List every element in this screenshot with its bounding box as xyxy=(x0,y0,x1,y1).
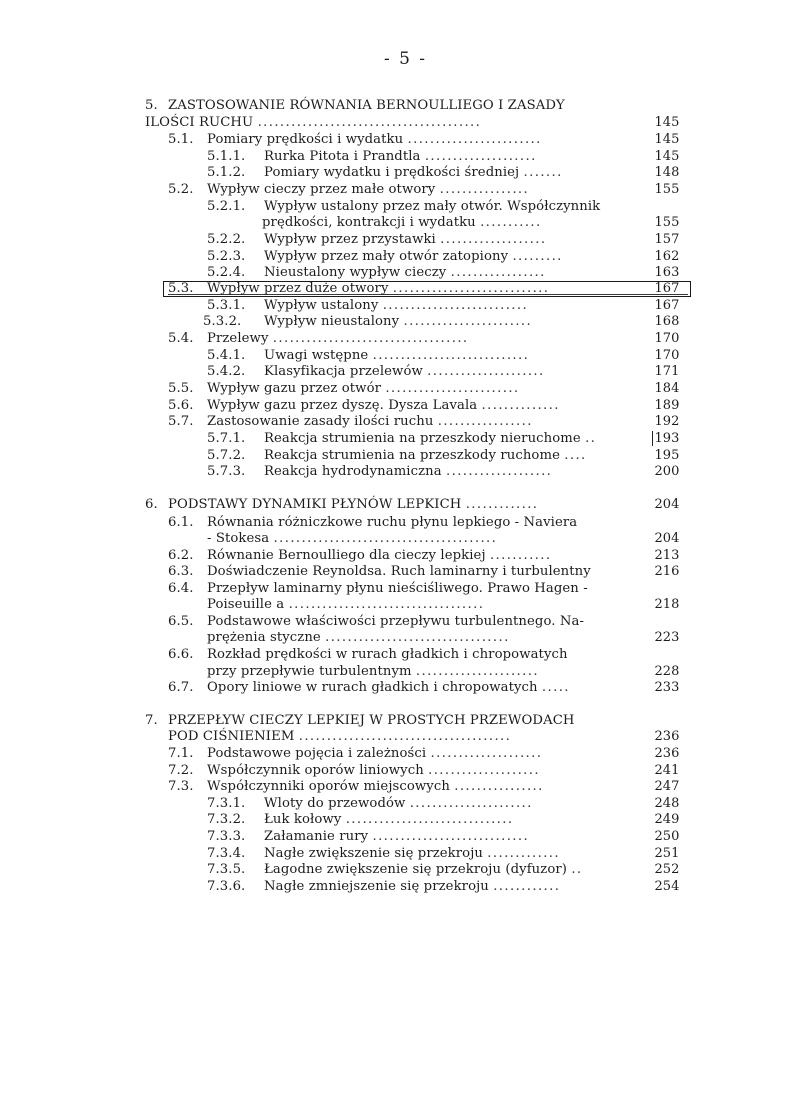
toc-entry xyxy=(0,728,811,745)
toc-entry-page: 170 xyxy=(654,331,680,346)
toc-entry-page: 200 xyxy=(654,464,680,479)
toc-leader-dots: .................... xyxy=(430,746,543,761)
toc-entry-page: 167 xyxy=(654,298,680,313)
toc-entry-page: 193 xyxy=(654,431,680,446)
toc-entry xyxy=(0,745,811,762)
toc-entry-title: Załamanie rury xyxy=(264,829,369,844)
toc-entry-title: Zastosowanie zasady ilości ruchu xyxy=(207,414,434,429)
toc-entry-page: 148 xyxy=(654,165,680,180)
toc-leader-dots: ....................... xyxy=(403,314,533,329)
toc-entry-title: Nieustalony wypływ cieczy xyxy=(264,265,447,280)
toc-entry-number: 7.3.1. xyxy=(207,796,246,811)
toc-entry-page: 170 xyxy=(654,348,680,363)
toc-leader-dots: ........................ xyxy=(385,381,520,396)
toc-leader-dots: ............. xyxy=(465,497,539,512)
toc-entry-title: Pomiary wydatku i prędkości średniej xyxy=(264,165,520,180)
toc-entry-page: 247 xyxy=(654,779,680,794)
toc-entry-title-group xyxy=(264,463,552,480)
toc-entry xyxy=(0,878,811,895)
toc-entry-number: 7.3. xyxy=(168,779,194,794)
toc-entry-title-group xyxy=(207,330,469,347)
toc-entry xyxy=(0,231,811,248)
toc-entry xyxy=(0,198,811,215)
toc-entry-number: 7.3.4. xyxy=(207,846,246,861)
toc-entry-title: ILOŚCI RUCHU xyxy=(145,115,254,130)
toc-entry-title-group xyxy=(207,530,497,547)
toc-entry xyxy=(0,663,811,680)
toc-entry-title: Wypływ przez przystawki xyxy=(264,232,436,247)
toc-entry-number: 5.7.1. xyxy=(207,431,246,446)
toc-leader-dots: ......... xyxy=(512,249,563,264)
toc-entry xyxy=(0,530,811,547)
toc-entry-title-group xyxy=(264,297,528,314)
toc-entry xyxy=(0,712,811,729)
toc-entry-title-group xyxy=(207,514,577,531)
toc-entry-title: Współczynniki oporów miejscowych xyxy=(207,779,450,794)
toc-entry-title: Wypływ ustalony xyxy=(264,298,379,313)
toc-entry xyxy=(0,363,811,380)
toc-entry xyxy=(0,97,811,114)
toc-leader-dots: ............................ xyxy=(392,281,550,296)
toc-entry xyxy=(0,514,811,531)
toc-entry-page: 204 xyxy=(654,497,680,512)
toc-entry-title-group xyxy=(264,845,560,862)
toc-entry-page: 248 xyxy=(654,796,680,811)
toc-entry-page: 252 xyxy=(654,862,680,877)
toc-entry-title-group xyxy=(207,613,584,630)
toc-entry-page: 192 xyxy=(654,414,680,429)
toc-entry-title-group xyxy=(264,363,545,380)
toc-entry-number: 5.2.3. xyxy=(207,249,246,264)
toc-leader-dots: ............. xyxy=(487,846,560,861)
toc-entry-page: 168 xyxy=(654,314,680,329)
toc-entry xyxy=(0,679,811,696)
toc-entry-title: prężenia styczne xyxy=(207,630,321,645)
toc-entry-title: PODSTAWY DYNAMIKI PŁYNÓW LEPKICH xyxy=(168,497,462,512)
toc-entry-number: 6.7. xyxy=(168,680,194,695)
toc-entry-title: Wloty do przewodów xyxy=(264,796,406,811)
toc-leader-dots: ...................... xyxy=(409,796,533,811)
toc-entry-title-group xyxy=(264,231,546,248)
toc-leader-dots: ................................... xyxy=(288,597,485,612)
toc-leader-dots: ................ xyxy=(439,182,530,197)
toc-entry-title: Uwagi wstępne xyxy=(264,348,369,363)
toc-entry-page: 216 xyxy=(654,564,680,579)
toc-entry-number: 5.3.2. xyxy=(203,314,242,329)
toc-entry-title: Nagłe zmniejszenie się przekroju xyxy=(264,879,489,894)
toc-entry-number: 7. xyxy=(145,713,158,728)
toc-entry-title-group xyxy=(264,198,600,215)
toc-entry-title-group xyxy=(207,181,529,198)
toc-entry-page: 241 xyxy=(654,763,680,778)
toc-entry-title-group xyxy=(207,762,540,779)
toc-entry-page: 204 xyxy=(654,531,680,546)
toc-entry-page: 236 xyxy=(654,729,680,744)
toc-entry-title-group xyxy=(207,131,542,148)
toc-entry-page: 250 xyxy=(654,829,680,844)
toc-entry-page: 233 xyxy=(654,680,680,695)
toc-entry-title: Wypływ ustalony przez mały otwór. Współczynnik xyxy=(264,199,601,214)
toc-entry-page: 162 xyxy=(654,249,680,264)
toc-entry-page: 171 xyxy=(654,364,680,379)
toc-entry-title: Współczynnik oporów liniowych xyxy=(207,763,424,778)
toc-entry xyxy=(0,547,811,564)
toc-entry xyxy=(0,264,811,281)
toc-entry-title-group xyxy=(262,214,542,231)
toc-entry-title: Przepływ laminarny płynu nieściśliwego. Prawo Hagen - xyxy=(207,581,588,596)
toc-entry xyxy=(0,380,811,397)
toc-leader-dots: ............ xyxy=(493,879,561,894)
toc-entry xyxy=(0,330,811,347)
toc-entry-number: 5.6. xyxy=(168,398,194,413)
toc-entry-page: 184 xyxy=(654,381,680,396)
toc-entry-number: 7.3.5. xyxy=(207,862,246,877)
toc-entry-page: 218 xyxy=(654,597,680,612)
toc-entry-number: 6.4. xyxy=(168,581,194,596)
toc-entry-title: prędkości, kontrakcji i wydatku xyxy=(262,215,476,230)
toc-entry xyxy=(0,613,811,630)
toc-entry-number: 7.3.6. xyxy=(207,879,246,894)
toc-entry-number: 5.3. xyxy=(168,281,194,296)
toc-entry-title: przy przepływie turbulentnym xyxy=(207,664,412,679)
toc-leader-dots: ........................................ xyxy=(273,531,498,546)
toc-entry-title: Klasyfikacja przelewów xyxy=(264,364,423,379)
toc-entry-title-group xyxy=(264,430,596,447)
toc-entry xyxy=(0,347,811,364)
toc-entry-number: 6.5. xyxy=(168,614,194,629)
toc-entry-title-group xyxy=(207,629,510,646)
toc-leader-dots: ............................ xyxy=(372,348,530,363)
toc-entry-title-group xyxy=(168,496,538,513)
toc-entry-page: 254 xyxy=(654,879,680,894)
toc-entry-number: 6. xyxy=(145,497,158,512)
toc-entry-number: 6.6. xyxy=(168,647,194,662)
toc-entry-title: Równanie Bernoulliego dla cieczy lepkiej xyxy=(207,548,486,563)
toc-leader-dots: ........... xyxy=(480,215,542,230)
toc-entry-title-group xyxy=(207,778,544,795)
toc-entry-title-group xyxy=(264,828,529,845)
toc-entry-title-group xyxy=(168,712,575,729)
toc-entry-number: 7.3.3. xyxy=(207,829,246,844)
toc-entry xyxy=(0,463,811,480)
toc-entry-number: 5.7. xyxy=(168,414,194,429)
toc-leader-dots: ................... xyxy=(446,464,553,479)
toc-entry-title-group xyxy=(264,164,563,181)
toc-entry-title: Poiseuille a xyxy=(207,597,285,612)
toc-entry xyxy=(0,563,811,580)
toc-entry-title: Reakcja strumienia na przeszkody nieruchome xyxy=(264,431,581,446)
toc-entry-title: Wypływ cieczy przez małe otwory xyxy=(207,182,436,197)
toc-entry xyxy=(0,762,811,779)
toc-entry-title-group xyxy=(207,663,539,680)
toc-entry-page: 157 xyxy=(654,232,680,247)
toc-leader-dots: .... xyxy=(564,448,587,463)
toc-leader-dots: ........................................ xyxy=(257,115,482,130)
toc-entry-number: 5.2.4. xyxy=(207,265,246,280)
toc-entry-number: 7.3.2. xyxy=(207,812,246,827)
toc-entry xyxy=(0,795,811,812)
toc-entry-page: 145 xyxy=(654,149,680,164)
toc-leader-dots: .................... xyxy=(424,149,537,164)
toc-entry-title: Reakcja hydrodynamiczna xyxy=(264,464,442,479)
toc-entry-page: 251 xyxy=(654,846,680,861)
toc-entry xyxy=(0,248,811,265)
toc-entry-title: - Stokesa xyxy=(207,531,270,546)
toc-entry-title-group xyxy=(264,795,533,812)
toc-entry-number: 5.4.2. xyxy=(207,364,246,379)
toc-entry xyxy=(0,629,811,646)
toc-entry-page: 145 xyxy=(654,132,680,147)
toc-leader-dots: ........... xyxy=(489,548,552,563)
toc-entry-title: POD CIŚNIENIEM xyxy=(168,729,295,744)
toc-entry xyxy=(0,297,811,314)
toc-leader-dots: ................. xyxy=(437,414,533,429)
toc-entry-title-group xyxy=(207,380,520,397)
toc-entry-title-group xyxy=(168,728,511,745)
toc-entry-number: 6.1. xyxy=(168,515,194,530)
toc-entry-title-group xyxy=(168,97,565,114)
toc-entry-title-group xyxy=(207,745,542,762)
toc-entry-title: Pomiary prędkości i wydatku xyxy=(207,132,404,147)
toc-entry-number: 6.3. xyxy=(168,564,194,579)
toc-leader-dots: ................. xyxy=(450,265,546,280)
toc-entry-title-group xyxy=(207,413,533,430)
toc-entry-number: 5.4.1. xyxy=(207,348,246,363)
toc-entry-title: Doświadczenie Reynoldsa. Ruch laminarny i turbulentny xyxy=(207,564,591,579)
toc-entry-title-group xyxy=(207,547,551,564)
toc-entry-title: Podstawowe pojęcia i zależności xyxy=(207,746,427,761)
toc-leader-dots: ................... xyxy=(440,232,547,247)
toc-entry-number: 5.7.2. xyxy=(207,448,246,463)
toc-entry-title: Opory liniowe w rurach gładkich i chropowatych xyxy=(207,680,538,695)
toc-entry-page: 236 xyxy=(654,746,680,761)
toc-entry xyxy=(0,778,811,795)
toc-entry-number: 5. xyxy=(145,98,158,113)
toc-entry-title: Przelewy xyxy=(207,331,269,346)
toc-entry-title-group xyxy=(264,264,546,281)
toc-entry-page: 189 xyxy=(654,398,680,413)
toc-entry-title-group xyxy=(207,563,591,580)
toc-entry-title-group xyxy=(207,646,568,663)
toc-entry-title-group xyxy=(207,580,588,597)
toc-entry-title: Wypływ gazu przez dyszę. Dysza Lavala xyxy=(207,398,478,413)
toc-entry-number: 5.4. xyxy=(168,331,194,346)
toc-entry xyxy=(0,496,811,513)
toc-entry-title-group xyxy=(207,679,570,696)
toc-entry xyxy=(0,181,811,198)
toc-entry xyxy=(0,828,811,845)
toc-leader-dots: ................ xyxy=(454,779,544,794)
toc-entry-title-group xyxy=(264,447,587,464)
toc-entry-title-group xyxy=(264,148,537,165)
page-number: - 5 - xyxy=(383,49,428,69)
toc-entry-page: 145 xyxy=(654,115,680,130)
toc-leader-dots: .......................... xyxy=(382,298,529,313)
toc-entry-title: ZASTOSOWANIE RÓWNANIA BERNOULLIEGO I ZASADY xyxy=(168,98,565,113)
toc-entry-title-group xyxy=(264,811,513,828)
toc-entry xyxy=(0,811,811,828)
toc-leader-dots: ................................... xyxy=(272,331,469,346)
toc-entry-page: 228 xyxy=(654,664,680,679)
toc-entry-number: 5.3.1. xyxy=(207,298,246,313)
toc-entry-title: Wypływ przez mały otwór zatopiony xyxy=(264,249,509,264)
toc-entry-title-group xyxy=(207,596,484,613)
toc-entry-number: 5.2. xyxy=(168,182,194,197)
toc-entry xyxy=(0,114,811,131)
toc-leader-dots: .............. xyxy=(481,398,560,413)
toc-entry xyxy=(0,430,811,447)
toc-entry-number: 5.5. xyxy=(168,381,194,396)
toc-leader-dots: ..... xyxy=(541,680,570,695)
toc-entry-page: 163 xyxy=(654,265,680,280)
toc-entry xyxy=(0,148,811,165)
toc-entry-page: 155 xyxy=(654,182,680,197)
toc-entry-title-group xyxy=(207,280,549,297)
toc-entry-title: Łagodne zwiększenie się przekroju (dyfuzor) xyxy=(264,862,568,877)
toc-leader-dots: .............................. xyxy=(345,812,514,827)
toc-entry-number: 5.2.2. xyxy=(207,232,246,247)
toc-entry xyxy=(0,596,811,613)
toc-entry-page: 223 xyxy=(654,630,680,645)
toc-entry xyxy=(0,164,811,181)
toc-entry-title-group xyxy=(264,878,560,895)
toc-entry-page: 213 xyxy=(654,548,680,563)
toc-entry-number: 5.2.1. xyxy=(207,199,246,214)
toc-leader-dots: ...................................... xyxy=(298,729,512,744)
toc-leader-dots: .................... xyxy=(428,763,540,778)
toc-leader-dots: ............................ xyxy=(372,829,530,844)
toc-entry-number: 5.7.3. xyxy=(207,464,246,479)
toc-entry xyxy=(0,214,811,231)
toc-entry-title: Nagłe zwiększenie się przekroju xyxy=(264,846,483,861)
toc-entry-title: Reakcja strumienia na przeszkody ruchome xyxy=(264,448,560,463)
toc-entry-number: 6.2. xyxy=(168,548,194,563)
toc-entry-number: 5.1. xyxy=(168,132,194,147)
toc-entry-title-group xyxy=(264,347,529,364)
toc-entry-number: 7.1. xyxy=(168,746,194,761)
toc-entry-title: PRZEPŁYW CIECZY LEPKIEJ W PROSTYCH PRZEWODACH xyxy=(168,713,575,728)
toc-entry-page: 249 xyxy=(654,812,680,827)
toc-entry xyxy=(0,131,811,148)
toc-leader-dots: ................................. xyxy=(325,630,510,645)
toc-entry xyxy=(0,397,811,414)
toc-entry xyxy=(0,313,811,330)
toc-leader-dots: ..................... xyxy=(427,364,545,379)
toc-leader-dots: .. xyxy=(585,431,597,446)
toc-entry-page: 155 xyxy=(654,215,680,230)
toc-leader-dots: .. xyxy=(571,862,583,877)
toc-entry-page: 195 xyxy=(654,448,680,463)
toc-leader-dots: ....... xyxy=(523,165,563,180)
toc-entry xyxy=(0,280,811,297)
toc-entry-title-group xyxy=(145,114,481,131)
toc-entry xyxy=(0,580,811,597)
toc-entry-page: 167 xyxy=(654,281,680,296)
toc-entry-title: Łuk kołowy xyxy=(264,812,342,827)
toc-entry-title: Podstawowe właściwości przepływu turbulentnego. Na- xyxy=(207,614,585,629)
toc-entry-title: Rozkład prędkości w rurach gładkich i chropowatych xyxy=(207,647,568,662)
toc-entry-title: Wypływ przez duże otwory xyxy=(207,281,389,296)
toc-entry xyxy=(0,845,811,862)
toc-leader-dots: ........................ xyxy=(407,132,542,147)
toc-entry-title-group xyxy=(264,248,563,265)
toc-entry-title-group xyxy=(264,313,532,330)
toc-entry-title: Rurka Pitota i Prandtla xyxy=(264,149,421,164)
toc-leader-dots: ...................... xyxy=(415,664,539,679)
toc-entry-title: Wypływ gazu przez otwór xyxy=(207,381,382,396)
toc-entry-title: Wypływ nieustalony xyxy=(264,314,400,329)
toc-entry-title-group xyxy=(264,861,583,878)
toc-entry-number: 7.2. xyxy=(168,763,194,778)
toc-entry xyxy=(0,646,811,663)
toc-entry xyxy=(0,413,811,430)
toc-entry-title-group xyxy=(207,397,560,414)
toc-entry-title: Równania różniczkowe ruchu płynu lepkiego - Naviera xyxy=(207,515,578,530)
toc-entry-number: 5.1.1. xyxy=(207,149,246,164)
toc-entry xyxy=(0,447,811,464)
toc-entry-number: 5.1.2. xyxy=(207,165,246,180)
toc-entry xyxy=(0,861,811,878)
